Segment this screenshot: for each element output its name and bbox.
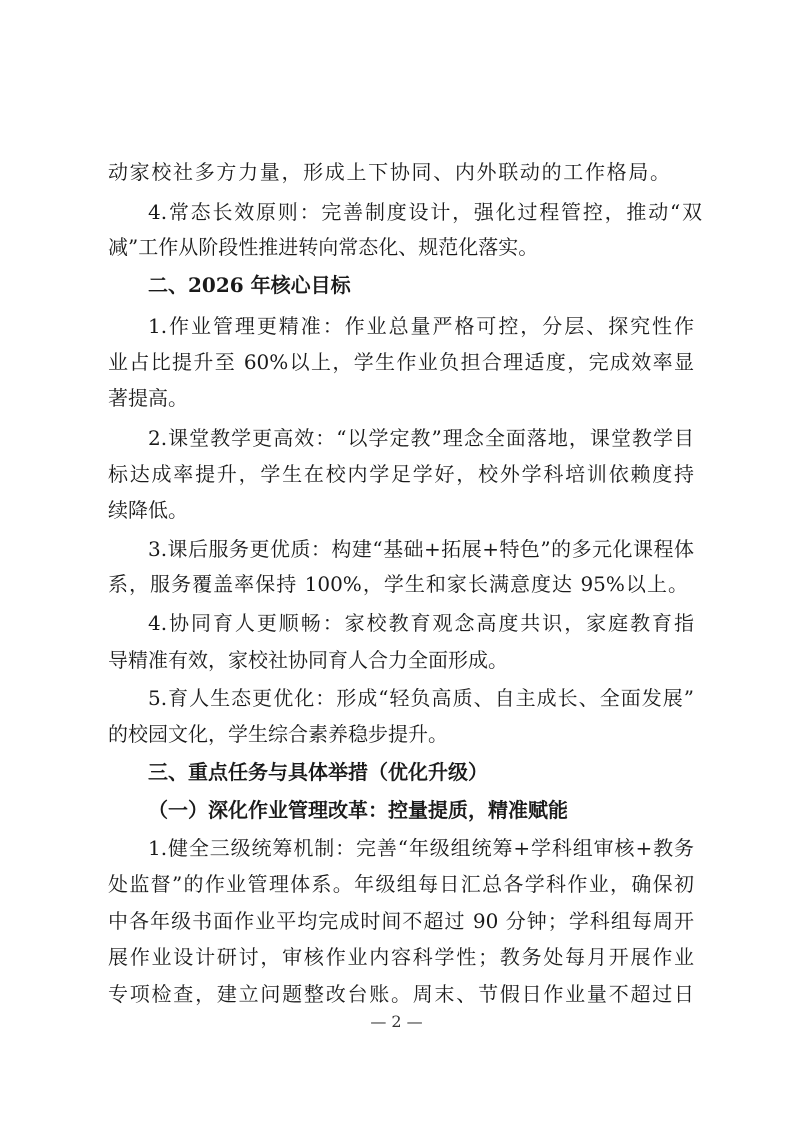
body-paragraph-line: 专项检查，建立问题整改台账。周末、节假日作业量不超过日 (108, 982, 694, 1006)
body-paragraph-line: 处监督”的作业管理体系。年级组每日汇总各学科作业，确保初 (108, 872, 694, 896)
section-heading: 二、2026 年核心目标 (148, 273, 351, 297)
body-paragraph-line: 续降低。 (108, 498, 188, 522)
body-paragraph-line: 中各年级书面作业平均完成时间不超过 90 分钟；学科组每周开 (108, 909, 694, 933)
paragraph-first-line: 2.课堂教学更高效：“以学定教”理念全面落地，课堂教学目 (148, 426, 694, 450)
page-number: — 2 — (370, 1012, 423, 1031)
paragraph-first-line: 4.常态长效原则：完善制度设计，强化过程管控，推动“双 (148, 200, 702, 224)
body-paragraph-line: 业占比提升至 60%以上，学生作业负担合理适度，完成效率显 (108, 350, 694, 374)
body-paragraph-line: 的校园文化，学生综合素养稳步提升。 (108, 722, 448, 746)
section-heading: 三、重点任务与具体举措（优化升级） (148, 760, 488, 784)
body-paragraph-line: 动家校社多方力量，形成上下协同、内外联动的工作格局。 (108, 160, 670, 184)
body-paragraph-line: 著提高。 (108, 386, 188, 410)
paragraph-first-line: 5.育人生态更优化：形成“轻负高质、自主成长、全面发展” (148, 686, 694, 710)
body-paragraph-line: 系，服务覆盖率保持 100%，学生和家长满意度达 95%以上。 (108, 572, 688, 596)
body-paragraph-line: 展作业设计研讨，审核作业内容科学性；教务处每月开展作业 (108, 945, 694, 969)
paragraph-first-line: 4.协同育人更顺畅：家校教育观念高度共识，家庭教育指 (148, 611, 694, 635)
body-paragraph-line: 减”工作从阶段性推进转向常态化、规范化落实。 (108, 235, 539, 259)
paragraph-first-line: 3.课后服务更优质：构建“基础+拓展+特色”的多元化课程体 (148, 537, 694, 561)
body-paragraph-line: 导精准有效，家校社协同育人合力全面形成。 (108, 648, 508, 672)
paragraph-first-line: 1.作业管理更精准：作业总量严格可控，分层、探究性作 (148, 314, 694, 338)
subsection-heading: （一）深化作业管理改革：控量提质，精准赋能 (148, 798, 568, 822)
body-paragraph-line: 标达成率提升，学生在校内学足学好，校外学科培训依赖度持 (108, 462, 694, 486)
paragraph-first-line: 1.健全三级统筹机制：完善“年级组统筹+学科组审核+教务 (148, 836, 694, 860)
